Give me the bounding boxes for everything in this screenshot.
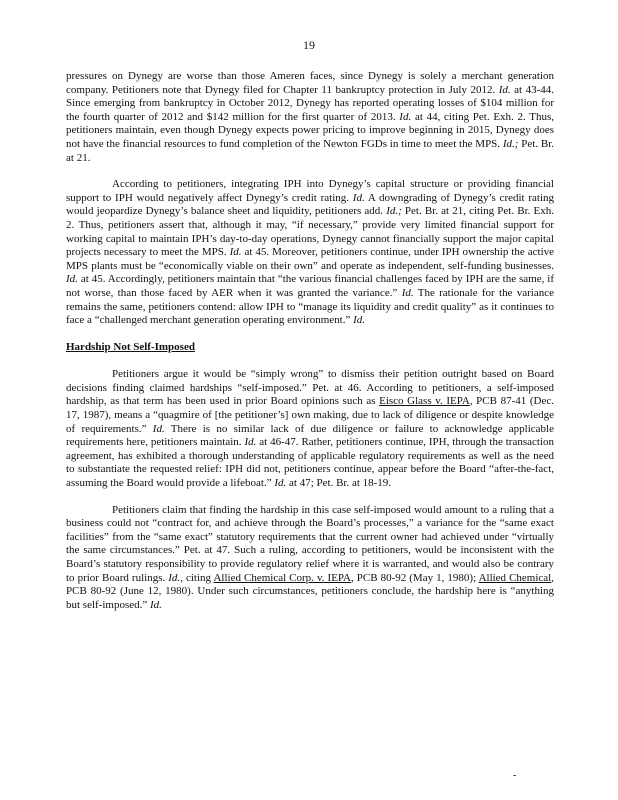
citation: Id.	[150, 598, 162, 611]
text: Petitioners claim that finding the hardship in this case self-imposed would amount to a ruling that a business could not “contract for, and achieve through the Board’s processes,” a variance for the “same exact facilities” from the “same exact” statutory requirements that the current owner had achieved under “virtually the same circumstances.” Pet. at 47. Such a ruling, according to petitioners, would be inconsistent with the Board’s statutory responsibility to provide regulatory relief where it is warranted, and would also be contrary to prior Board rulings.	[66, 503, 554, 584]
text: The rationale for the variance remains the same, petitioners contend: allow IPH to “manage its liquidity and credit quality” as it continues to face a “challenged merchant generation operating environment.”	[66, 286, 555, 327]
page-number: 19	[303, 38, 315, 52]
citation: Id.;	[386, 205, 402, 218]
citation: Id.	[229, 246, 242, 259]
text: at 45. Moreover, petitioners continue, under IPH ownership the active MPS plants must be “economically viable on their own” and operate as independent, self-funding businesses.	[66, 246, 555, 272]
paragraph-self-imposed	[66, 368, 554, 490]
document-body	[66, 70, 554, 625]
citation: Id.;	[502, 137, 519, 150]
citation: Id.	[244, 436, 257, 449]
citation: Id.	[352, 191, 365, 204]
text: , PCB 87-41 (Dec. 17, 1987), means a “quagmire of [the petitioner’s] own making, due to lack of diligence or despite knowledge of requirements.”	[66, 395, 554, 435]
text: Petitioners argue it would be “simply wrong” to dismiss their petition outright based on Board decisions finding claimed hardships “self-imposed.” Pet. at 46. According to petitioners, a self-imposed hardship, as that term has been used in prior Board opinions such as	[66, 368, 554, 408]
citation: Id.	[168, 571, 181, 584]
text: , citing	[180, 571, 212, 584]
text: at 43-44. Since emerging from bankruptcy in October 2012, Dynegy has reported operating losses of $104 million for the fourth quarter of 2012 and $142 million for the first quarter of 2013.	[66, 83, 555, 123]
citation: Id.	[274, 477, 287, 490]
text: There is no similar lack of due diligence or failure to acknowledge applicable requirements here, petitioners maintain.	[66, 422, 555, 449]
case-name: Allied Chemical	[478, 571, 552, 584]
text: at 47; Pet. Br. at 18-19.	[289, 477, 392, 490]
text: at 46-47. Rather, petitioners continue, IPH, through the transaction agreement, has exhibited a thorough understanding of applicable regulatory requirements as well as the need to substantiate the requested relief: IPH did not, petitioners continue, appear before the Board “after-the-fact, assuming the Board would provide a lifeboat.”	[66, 436, 555, 490]
text: , PCB 80-92 (June 12, 1980). Under such circumstances, petitioners conclude, the hardship here is “anything but self-imposed.”	[66, 571, 554, 611]
citation: Id.	[498, 83, 511, 96]
paragraph-credit-rating	[66, 178, 554, 328]
citation: Id.	[401, 286, 414, 299]
page-corner-mark: -	[513, 770, 517, 781]
paragraph-dynegy-pressures	[66, 70, 554, 165]
paragraph-ruling	[66, 504, 554, 613]
text: Pet. Br. at 21.	[66, 137, 555, 164]
citation: Id.	[399, 110, 412, 123]
case-name: Eisco Glass v. IEPA	[379, 395, 470, 408]
text: at 45. Accordingly, petitioners maintain that “the various financial challenges faced by IPH are the same, if not worse, than those faced by AER when it was granted the variance.”	[66, 273, 555, 299]
text: , PCB 80-92 (May 1, 1980);	[350, 571, 477, 584]
citation: Id.	[152, 422, 165, 435]
text: pressures on Dynegy are worse than those Ameren faces, since Dynegy is solely a merchant generation company. Petitioners note that Dynegy filed for Chapter 11 bankruptcy protection in July 2012.	[66, 70, 554, 96]
citation: Id.	[66, 273, 78, 286]
section-heading: Hardship Not Self-Imposed	[66, 340, 195, 353]
text: at 44, citing Pet. Exh. 2. Thus, petitioners maintain, even though Dynegy expects power pricing to improve beginning in 2015, Dynegy does not have the financial resources to fund completion of the Newton FGDs in time to meet the MPS.	[66, 110, 555, 150]
case-name: Allied Chemical Corp. v. IEPA	[213, 571, 351, 584]
text: Pet. Br. at 21, citing Pet. Br. Exh. 2. Thus, petitioners assert that, although it may, “if necessary,” provide very limited financial support for working capital to maintain IPH’s day-to-day operations, Dynegy cannot financially support the major capital projects necessary to meet the MPS.	[66, 205, 554, 259]
citation: Id.	[353, 314, 366, 327]
text: According to petitioners, integrating IPH into Dynegy’s capital structure or providing financial support to IPH would negatively affect Dynegy’s credit rating.	[66, 178, 554, 204]
text: A downgrading of Dynegy’s credit rating would jeopardize Dynegy’s balance sheet and liquidity, petitioners add.	[66, 191, 555, 218]
